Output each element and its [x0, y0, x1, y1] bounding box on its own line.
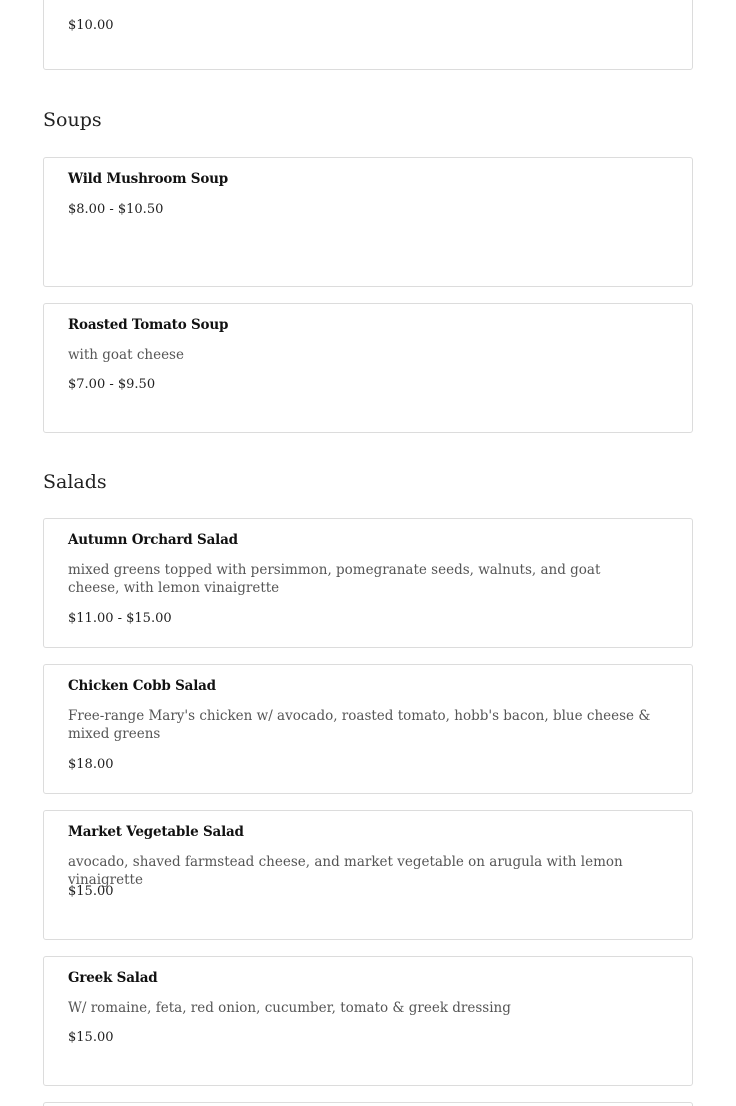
menu-item-card[interactable] — [43, 1102, 693, 1106]
menu-item-card[interactable] — [43, 0, 693, 70]
item-price: $11.00 - $15.00 — [68, 611, 172, 626]
item-name: Market Vegetable Salad — [68, 824, 244, 840]
item-description: Free-range Mary's chicken w/ avocado, roasted tomato, hobb's bacon, blue cheese & mixed greens — [68, 708, 651, 742]
menu-item-card[interactable] — [43, 157, 693, 287]
item-price: $15.00 — [68, 884, 114, 899]
item-price: $18.00 — [68, 757, 114, 772]
item-name: Wild Mushroom Soup — [68, 171, 229, 187]
menu-item-card[interactable] — [43, 956, 693, 1086]
item-description: W/ romaine, feta, red onion, cucumber, tomato & greek dressing — [68, 1000, 511, 1016]
menu-item-card[interactable] — [43, 303, 693, 433]
menu-item-card[interactable] — [43, 810, 693, 940]
item-name: Greek Salad — [68, 970, 158, 986]
menu-item-card[interactable] — [43, 518, 693, 648]
item-price: $7.00 - $9.50 — [68, 377, 156, 392]
section-title-soups: Soups — [43, 109, 102, 131]
item-name: Roasted Tomato Soup — [68, 317, 229, 333]
item-name: Chicken Cobb Salad — [68, 678, 216, 694]
item-description: avocado, shaved farmstead cheese, and market vegetable on arugula with lemon vinaigrette — [68, 854, 623, 888]
menu-item-card[interactable] — [43, 664, 693, 794]
item-name: Autumn Orchard Salad — [68, 532, 238, 548]
item-description: with goat cheese — [68, 347, 184, 363]
item-description: mixed greens topped with persimmon, pomegranate seeds, walnuts, and goat cheese, with lemon vinaigrette — [68, 562, 601, 596]
item-price: $8.00 - $10.50 — [68, 202, 164, 217]
item-price: $10.00 — [68, 18, 114, 33]
section-title-salads: Salads — [43, 471, 107, 493]
item-price: $15.00 — [68, 1030, 114, 1045]
